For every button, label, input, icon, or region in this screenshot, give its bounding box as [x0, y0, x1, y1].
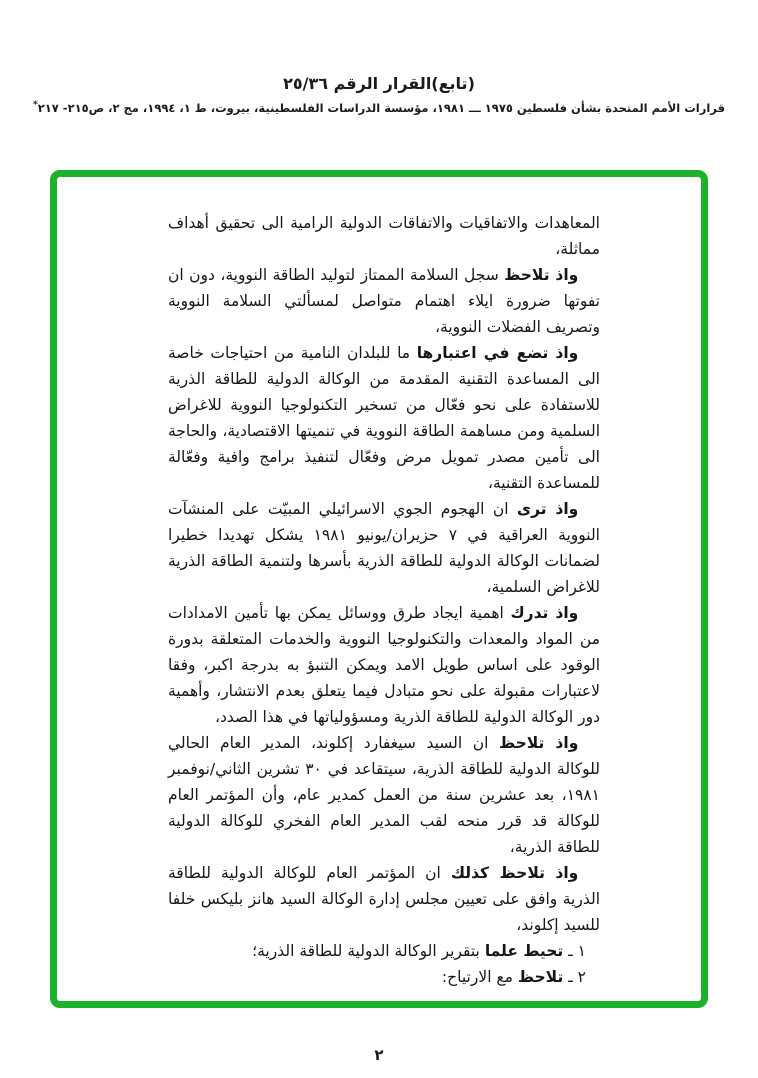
page-footer: [0, 1046, 758, 1064]
page-header: [0, 74, 758, 115]
bold-lead-phrase: واذ تلاحظ كذلك: [450, 864, 579, 882]
bold-lead-phrase: واذ تلاحظ: [504, 266, 579, 284]
paragraph-text: ١ ـ: [563, 942, 586, 960]
resolution-body-text: [168, 210, 600, 990]
bold-lead-phrase: واذ تدرك: [510, 604, 579, 622]
operative-list-item: [168, 938, 586, 964]
bold-lead-phrase: واذ تضع في اعتبارها: [416, 344, 579, 362]
paragraph-text: ٢ ـ: [563, 968, 586, 986]
preambular-paragraph: [168, 210, 600, 262]
bold-lead-phrase: تحيط علما: [484, 942, 564, 960]
paragraph-text: ان السيد سيغفارد إكلوند، المدير العام الحالي للوكالة الدولية للطاقة الذرية، سيتقاعد في ٣٠ تشرين الثاني/نوفمبر ١٩٨١، بعد عشرين سنة من العمل كمدير عام، وأن المؤتمر العام للوكالة قد قرر منحه لقب المدير العام الفخري للوكالة الدولية للطاقة الذرية،: [168, 734, 600, 856]
preambular-paragraph: [168, 860, 600, 938]
source-citation: [0, 100, 758, 115]
paragraph-text: بتقرير الوكالة الدولية للطاقة الذرية؛: [252, 942, 485, 960]
bold-lead-phrase: واذ تلاحظ: [499, 734, 579, 752]
operative-list-item: [168, 964, 586, 990]
preambular-paragraph: [168, 340, 600, 496]
paragraph-text: مع الارتياح:: [441, 968, 518, 986]
paragraph-text: المعاهدات والاتفاقيات والاتفاقات الدولية الرامية الى تحقيق أهداف مماثلة،: [168, 214, 600, 258]
paragraph-text: ان الهجوم الجوي الاسرائيلي المبيّت على المنشآت النووية العراقية في ٧ حزيران/يونيو ١٩٨١ يشكل تهديدا خطيرا لضمانات الوكالة الدولية للطاقة الذرية بأسرها ولتنمية الطاقة الذرية للاغراض السلمية،: [168, 500, 600, 596]
preambular-paragraph: [168, 496, 600, 600]
bold-lead-phrase: واذ ترى: [516, 500, 579, 518]
paragraph-text: سجل السلامة الممتاز لتوليد الطاقة النووية، دون ان تفوتها ضرورة ايلاء اهتمام متواصل لمسألتي السلامة النووية وتصريف الفضلات النووية،: [168, 266, 600, 336]
bold-lead-phrase: تلاحظ: [517, 968, 564, 986]
resolution-title: (تابع)القرار الرقم ٢٥/٣٦: [283, 74, 475, 93]
preambular-paragraph: [168, 262, 600, 340]
preambular-paragraph: [168, 600, 600, 730]
page-number: ٢: [374, 1046, 384, 1064]
paragraph-text: ما للبلدان النامية من احتياجات خاصة الى المساعدة التقنية المقدمة من الوكالة الدولية للطاقة الذرية للاستفادة على نحو فعّال من تسخير التكنولوجيا النووية للاغراض السلمية ومن مساهمة الطاقة النووية في تنميتها الاقتصادية، والحاجة الى تأمين مصدر تمويل مرض وفعّال لتنفيذ برامج وافية وفعّالة للمساعدة التقنية،: [168, 344, 600, 492]
paragraph-text: اهمية ايجاد طرق ووسائل يمكن بها تأمين الامدادات من المواد والمعدات والتكنولوجيا النووية والخدمات المتعلقة بدورة الوقود على اساس طويل الامد ويمكن التنبؤ به بدرجة اكبر، وفقا لاعتبارات مقبولة على نحو متبادل فيما يتعلق بعدم الانتشار، وأهمية دور الوكالة الدولية للطاقة الذرية ومسؤولياتها في هذا الصدد،: [168, 604, 600, 726]
source-citation-text: قرارات الأمم المتحدة بشأن فلسطين ١٩٧٥ ـــ ١٩٨١، مؤسسة الدراسات الفلسطينية، بيروت، ط ١، ١٩٩٤، مج ٢، ص٢١٥- ٢١٧: [37, 100, 725, 115]
green-border-frame: [50, 170, 708, 1008]
footnote-asterisk: *: [33, 100, 38, 110]
paragraph-text: ان المؤتمر العام للوكالة الدولية للطاقة الذرية وافق على تعيين مجلس إدارة الوكالة السيد هانز بليكس خلفا للسيد إكلوند،: [168, 864, 600, 934]
preambular-paragraph: [168, 730, 600, 860]
